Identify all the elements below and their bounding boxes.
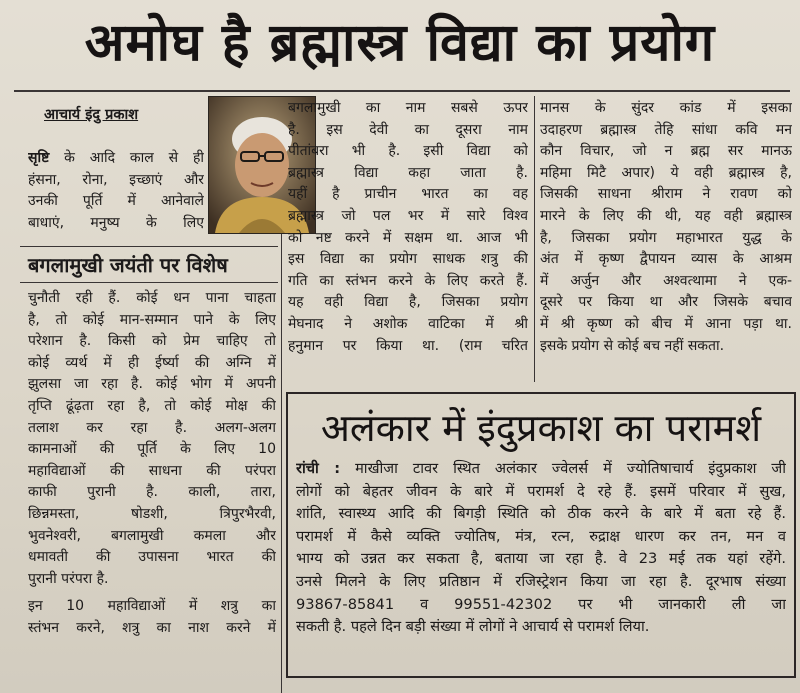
column-3 <box>540 98 792 357</box>
body-line: महिमा मिटै अपार) ये वही ब्रह्मास्त्र है, <box>540 164 792 181</box>
body-line: बगलामुखी का नाम सबसे ऊपर <box>288 100 528 116</box>
box-line: उनसे मिलने के लिए प्रतिष्ठान में रजिस्ट्रेशन किया जा रहा है. दूरभाष संख्या <box>296 572 786 590</box>
box-line-rest: माखीजा टावर स्थित अलंकार ज्वेलर्स में ज्योतिषाचार्य इंदुप्रकाश जी <box>340 460 786 477</box>
body-line: यहीं है प्राचीन भारत का वह <box>288 186 528 203</box>
body-line: इस विद्या का प्रयोग साधक शत्रु की <box>288 251 528 268</box>
box-body <box>296 458 786 639</box>
column-rule-2 <box>534 96 535 382</box>
body-line: में श्री कृष्ण को बीच में आना पड़ा था. <box>540 315 792 332</box>
subhead-rule-bottom <box>20 282 278 283</box>
column-1-body <box>28 288 276 640</box>
body-line: झुलसा जा रहा है. कोई भोग में अपनी <box>28 376 276 393</box>
box-line: भाग्य को उन्नत कर सकता है, बताया जा रहा है. वे 23 मई तक यहां रहेंगे. <box>296 550 786 568</box>
body-line: महाविद्याओं की साधना की परंपरा <box>28 462 276 479</box>
body-line: है. इस देवी का दूसरा नाम <box>288 121 528 138</box>
body-line: तृप्ति ढूंढ़ता रहा है, तो कोई मोक्ष की <box>28 397 276 414</box>
body-line: है, जिसका प्रयोग महाभारत युद्ध के <box>540 229 792 246</box>
body-line: मारने के लिए की थी, यह वही ब्रह्मास्त्र <box>540 207 792 224</box>
subhead: बगलामुखी जयंती पर विशेष <box>28 253 228 277</box>
body-line: जिसकी साधना श्रीराम ने रावण को <box>540 186 792 203</box>
body-line: परेशान है. किसी को प्रेम चाहिए तो <box>28 333 276 350</box>
byline: आचार्य इंदु प्रकाश <box>44 107 139 123</box>
body-line: ब्रह्मास्त्र जो पल भर में सारे विश्व <box>288 207 528 224</box>
body-line: मानस के सुंदर कांड में इसका <box>540 100 792 116</box>
column-2 <box>288 98 528 357</box>
body-line: है, तो कोई मान-सम्मान पाने के लिए <box>28 311 276 328</box>
body-line: इन 10 महाविद्याओं में शत्रु का <box>28 598 276 615</box>
box-line: सकती है. पहले दिन बड़ी संख्या में लोगों ने आचार्य से परामर्श लिया. <box>296 618 650 636</box>
intro-line <box>28 148 204 170</box>
body-line: स्तंभन करने, शत्रु का नाश करने में <box>28 619 276 636</box>
intro-line: बाधाएं, मनुष्य के लिए <box>28 214 204 231</box>
body-line: मेघनाद ने अशोक वाटिका में श्री <box>288 315 528 332</box>
consultation-box <box>286 392 796 678</box>
body-line: काफी पुरानी है. काली, तारा, <box>28 484 276 501</box>
body-line: ब्रह्मास्त्र विद्या कहा जाता है. <box>288 164 528 181</box>
body-line: को नष्ट करने में सक्षम था. आज भी <box>288 229 528 246</box>
body-line: दूसरे पर किया था और जिसके बचाव <box>540 294 792 311</box>
intro-line-rest: के आदि काल से ही <box>49 150 204 166</box>
body-line: चुनौती रही हैं. कोई धन पाना चाहता <box>28 290 276 306</box>
body-line: छिन्नमस्ता, षोडशी, त्रिपुरभैरवी, <box>28 505 276 522</box>
box-line: परामर्श में कैसे व्यक्ति ज्योतिष, मंत्र, रत्न, रुद्राक्ष धारण कर तन, मन व <box>296 527 786 545</box>
body-line: तलाश कर रहा है. अलग-अलग <box>28 419 276 436</box>
column-1-intro <box>28 148 204 234</box>
headline-rule <box>14 90 790 92</box>
body-line: अंत में कृष्ण द्वैपायन व्यास के आश्रम <box>540 251 792 268</box>
body-line: पुरानी परंपरा है. <box>28 570 109 587</box>
box-line <box>296 458 786 481</box>
subhead-rule-top <box>20 246 278 247</box>
body-line: कोई व्यर्थ में ही ईर्ष्या की अग्नि में <box>28 354 276 371</box>
box-line: 93867-85841 व 99551-42302 पर भी जानकारी ली जा <box>296 595 786 613</box>
body-line: पीतांबरा भी है. इसी विद्या को <box>288 143 528 160</box>
body-line: कामनाओं की पूर्ति के लिए 10 <box>28 441 276 458</box>
body-line: कौन विचार, जो न ब्रह्म सर मानऊ <box>540 143 792 160</box>
body-line: गति का स्तंभन करने के लिए करते हैं. <box>288 272 528 289</box>
intro-lead-word: सृष्टि <box>28 150 50 166</box>
body-line: हनुमान पर किया था. (राम चरित <box>288 337 528 354</box>
body-line: धमावती की उपासना भारत की <box>28 549 276 566</box>
body-line: भुवनेश्वरी, बगलामुखी कमला और <box>28 527 276 544</box>
intro-line: उनकी पूर्ति में आनेवाले <box>28 193 204 210</box>
box-line: लोगों को बेहतर जीवन के बारे में परामर्श दे रहे हैं. इसमें परिवार में सुख, <box>296 482 786 500</box>
box-lead: रांची : <box>296 460 341 477</box>
box-title: अलंकार में इंदुप्रकाश का परामर्श <box>320 406 762 450</box>
headline: अमोघ है ब्रह्मास्त्र विद्या का प्रयोग <box>84 13 716 73</box>
body-line: इसके प्रयोग से कोई बच नहीं सकता. <box>540 337 725 354</box>
body-line: उदाहरण ब्रह्मास्त्र तेहि सांधा कवि मन <box>540 121 792 138</box>
body-line: यह वही विद्या है, जिसका प्रयोग <box>288 294 528 311</box>
intro-line: हंसना, रोना, इच्छाएं और <box>28 171 204 188</box>
body-line: में अर्जुन और अश्वत्थामा ने एक- <box>540 272 792 289</box>
box-line: शांति, स्वास्थ्य आदि की बिगड़ी स्थिति को ठीक करने के बारे में बता रहे हैं. <box>296 505 786 523</box>
